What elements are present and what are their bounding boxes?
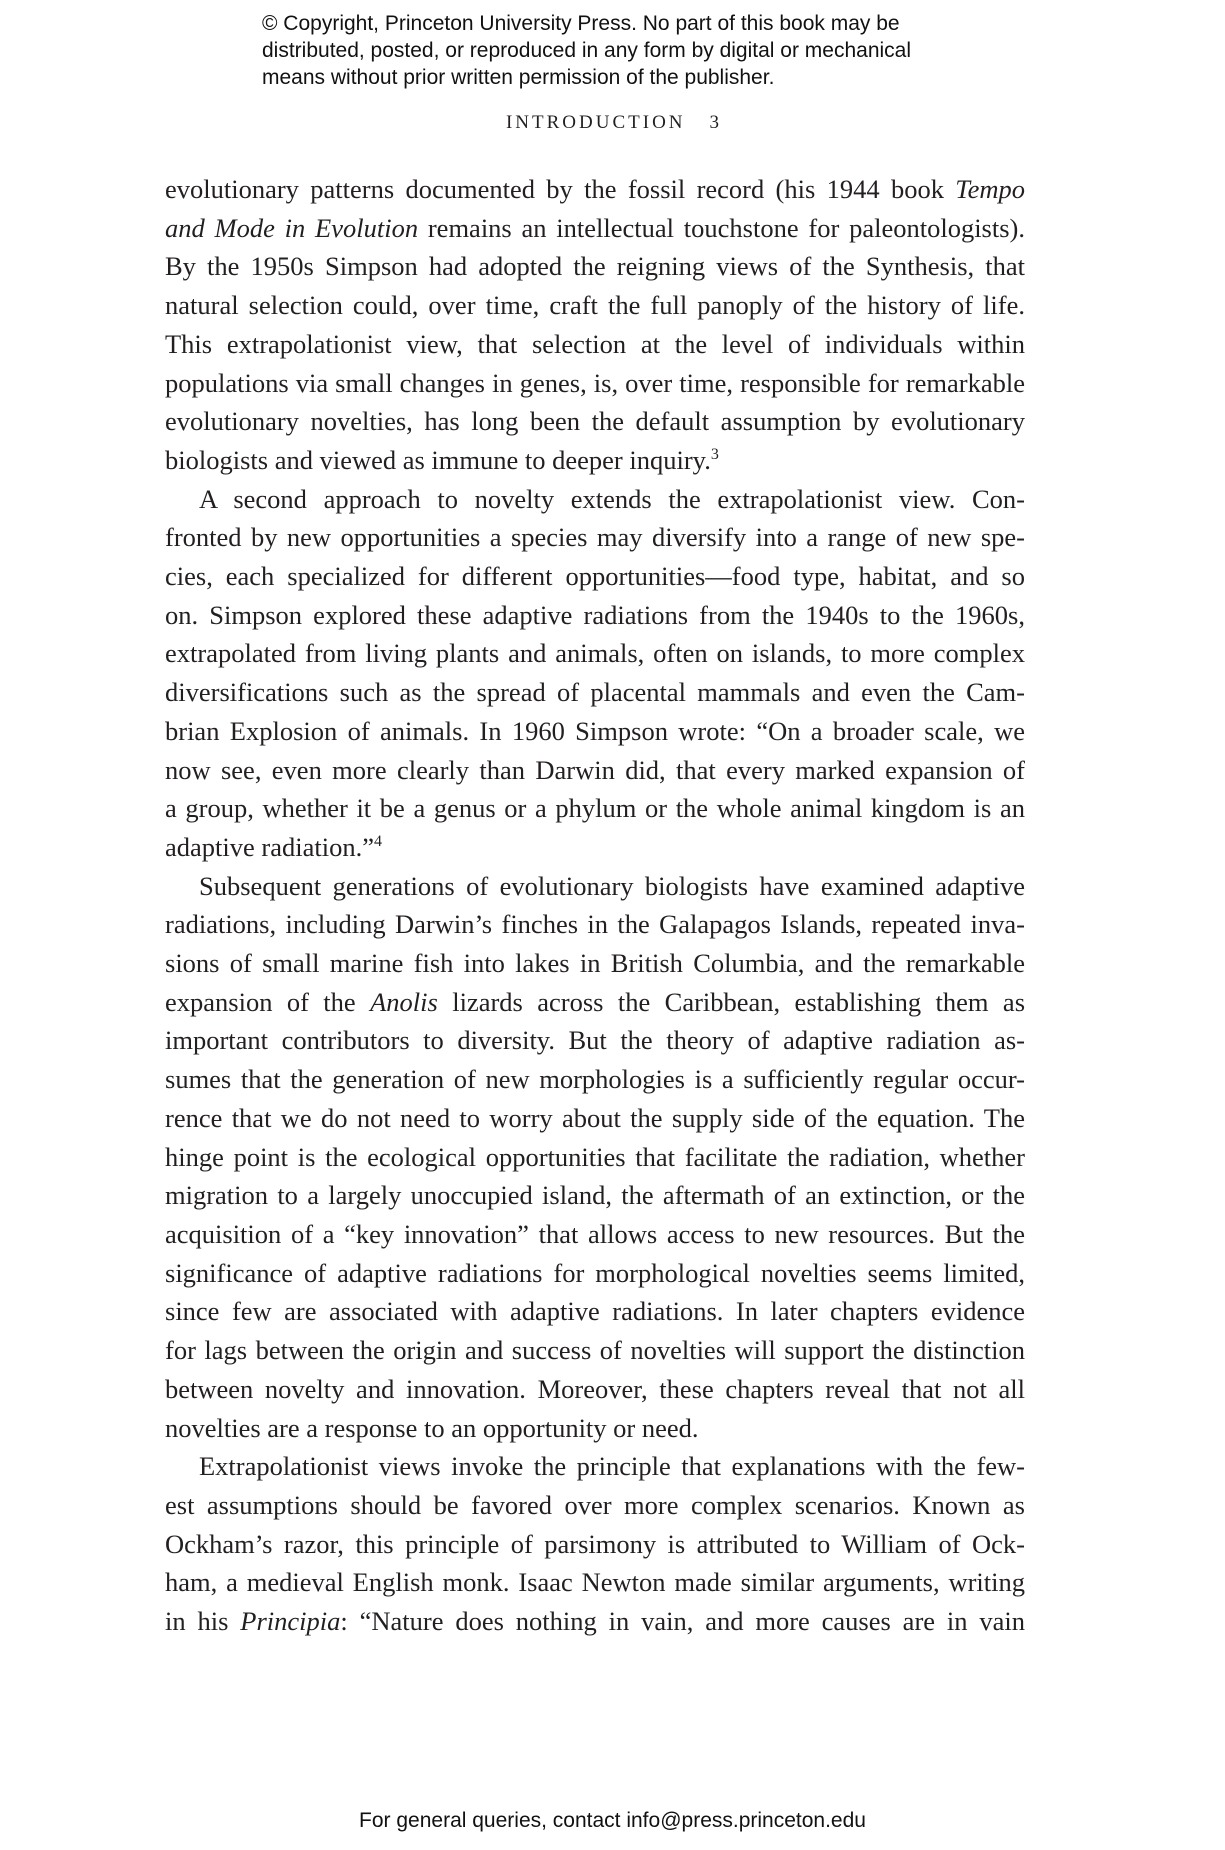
text-line: This extrapolationist view, that selection at the level of individuals within — [165, 328, 1025, 359]
text-line: extrapolated from living plants and animals, often on islands, to more complex — [165, 638, 1025, 669]
text-line: migration to a largely unoccupied island, the aftermath of an extinction, or the — [165, 1180, 1025, 1211]
body-text — [165, 170, 1025, 1641]
italic-title: and Mode in Evolution — [165, 212, 419, 243]
copyright-line: means without prior written permission of the publisher. — [262, 66, 775, 89]
text-line: Extrapolationist views invoke the principle that explanations with the few- — [199, 1451, 1025, 1482]
text-line: a group, whether it be a genus or a phylum or the whole animal kingdom is an — [165, 793, 1025, 824]
text-line: significance of adaptive radiations for morphological novelties seems limited, — [165, 1257, 1025, 1288]
text-line: sions of small marine fish into lakes in British Columbia, and the remarkable — [165, 948, 1025, 979]
text-line: important contributors to diversity. But the theory of adaptive radiation as- — [165, 1025, 1025, 1056]
text-line: rence that we do not need to worry about the supply side of the equation. The — [165, 1102, 1025, 1133]
page-number: 3 — [709, 112, 720, 133]
text-line: since few are associated with adaptive radiations. In later chapters evidence — [165, 1296, 1025, 1327]
text-line: evolutionary novelties, has long been the default assumption by evolutionary — [165, 406, 1025, 437]
text-line: expansion of the Anolis lizards across the Caribbean, establishing them as — [165, 986, 1026, 1017]
footnote-marker: 4 — [373, 832, 382, 850]
text-line: ham, a medieval English monk. Isaac Newton made similar arguments, writing — [165, 1567, 1025, 1598]
copyright-line: distributed, posted, or reproduced in any form by digital or mechanical — [262, 39, 912, 62]
text-line: radiations, including Darwin’s finches in the Galapagos Islands, repeated inva- — [165, 909, 1025, 940]
text-line: diversifications such as the spread of placental mammals and even the Cam- — [165, 677, 1025, 708]
text-line: populations via small changes in genes, is, over time, responsible for remarkable — [165, 367, 1025, 398]
text-line: hinge point is the ecological opportunities that facilitate the radiation, whether — [165, 1141, 1025, 1172]
text-line: in his Principia: “Nature does nothing in vain, and more causes are in vain — [165, 1606, 1026, 1637]
text-line: fronted by new opportunities a species may diversify into a range of new spe- — [165, 522, 1025, 553]
running-head-title: INTRODUCTION — [505, 112, 686, 133]
text-line: on. Simpson explored these adaptive radiations from the 1940s to the 1960s, — [165, 599, 1025, 630]
copyright-notice — [262, 10, 1022, 91]
footer-contact: For general queries, contact info@press.princeton.edu — [359, 1809, 866, 1832]
running-head — [0, 112, 1225, 134]
text-line: cies, each specialized for different opportunities—food type, habitat, and so — [165, 561, 1025, 592]
text-line: for lags between the origin and success of novelties will support the distinction — [165, 1335, 1025, 1366]
text-line: novelties are a response to an opportunity or need. — [165, 1412, 699, 1443]
text-line: and Mode in Evolution remains an intellectual touchstone for paleontologists). — [165, 212, 1025, 243]
text-line: between novelty and innovation. Moreover, these chapters reveal that not all — [165, 1373, 1025, 1404]
text-line: acquisition of a “key innovation” that allows access to new resources. But the — [165, 1218, 1025, 1249]
text-line: brian Explosion of animals. In 1960 Simpson wrote: “On a broader scale, we — [165, 715, 1025, 746]
text-line: natural selection could, over time, craft the full panoply of the history of life. — [165, 290, 1025, 321]
text-line: sumes that the generation of new morphologies is a sufficiently regular occur- — [165, 1064, 1025, 1095]
text-line: Ockham’s razor, this principle of parsimony is attributed to William of Ock- — [165, 1528, 1025, 1559]
text-line: biologists and viewed as immune to deeper inquiry.$^3$ — [165, 444, 719, 475]
italic-title: Principia — [240, 1606, 341, 1637]
text-line: now see, even more clearly than Darwin did, that every marked expansion of — [165, 754, 1025, 785]
italic-title: Tempo — [955, 174, 1025, 204]
copyright-line: © Copyright, Princeton University Press. No part of this book may be — [262, 12, 900, 35]
text-line: adaptive radiation.”$^4$ — [165, 831, 382, 862]
footnote-marker: 3 — [710, 445, 719, 463]
text-line: est assumptions should be favored over more complex scenarios. Known as — [165, 1489, 1025, 1520]
text-line: A second approach to novelty extends the extrapolationist view. Con- — [199, 483, 1025, 514]
text-line: evolutionary patterns documented by the fossil record (his 1944 book Tempo — [165, 174, 1025, 204]
text-line: By the 1950s Simpson had adopted the reigning views of the Synthesis, that — [165, 251, 1025, 282]
text-line: Subsequent generations of evolutionary biologists have examined adaptive — [199, 870, 1025, 901]
italic-genus: Anolis — [370, 986, 438, 1017]
